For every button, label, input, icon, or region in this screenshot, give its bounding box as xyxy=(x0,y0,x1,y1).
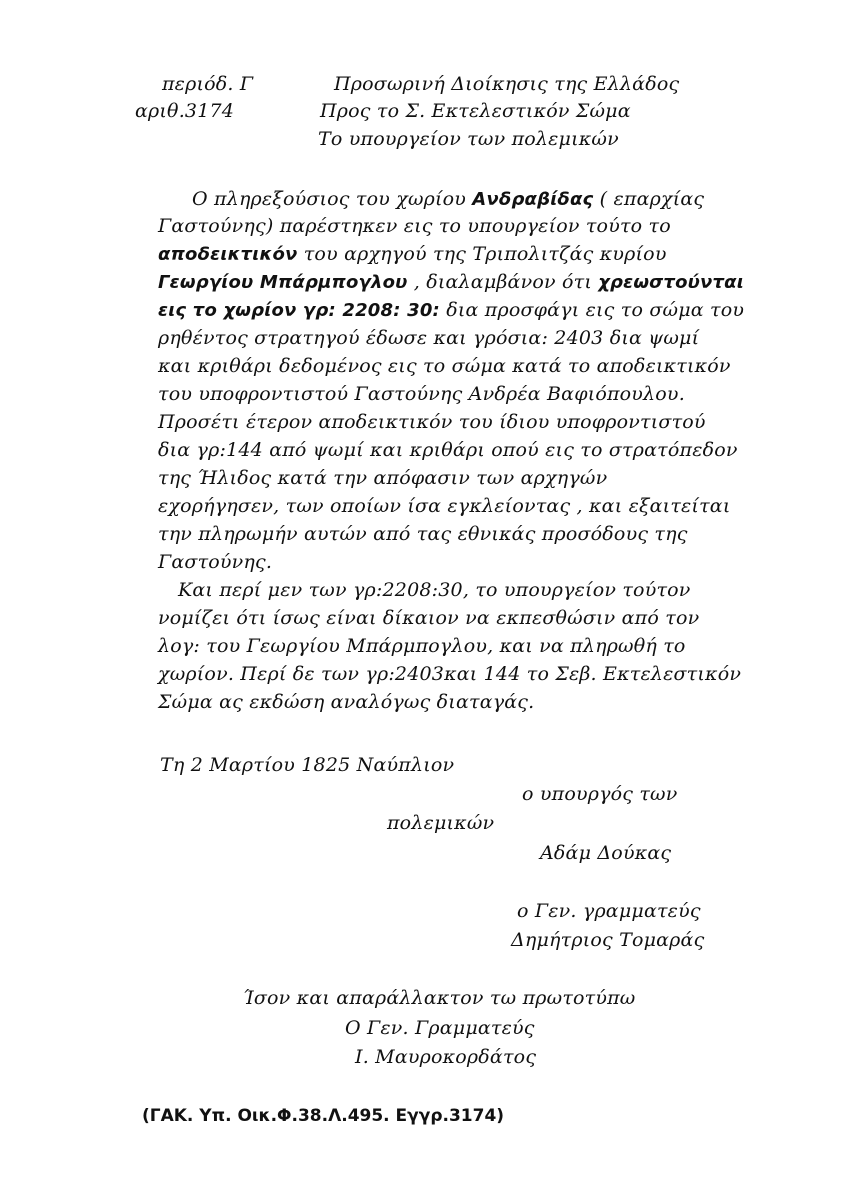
number-label: αριθ.3174 xyxy=(135,100,235,122)
body-line-14: Γαστούνης. xyxy=(158,551,273,573)
copy-secretary-name: Ι. Μαυροκορδάτος xyxy=(355,1046,537,1068)
body-text: δια προσφάγι εις το σώμα του xyxy=(439,299,745,321)
secretary-name: Δημήτριος Τομαράς xyxy=(511,929,705,951)
body-line-19: Σώμα ας εκδώση αναλόγως διαταγάς. xyxy=(158,691,535,713)
body-line-9: Προσέτι έτερον αποδεικτικόν του ίδιου υποφροντιστού xyxy=(158,411,706,433)
body-line-7: και κριθάρι δεδομένος εις το σώμα κατά το αποδεικτικόν xyxy=(158,355,731,377)
header-ministry: Το υπουργείον των πολεμικών xyxy=(318,128,619,150)
body-line-3 xyxy=(158,241,667,268)
certificate-term: αποδεικτικόν xyxy=(158,244,298,265)
body-line-6: ρηθέντος στρατηγού έδωσε και γρόσια: 2403 δια ψωμί xyxy=(158,327,700,349)
minister-name: Αδάμ Δούκας xyxy=(540,842,672,864)
body-line-8: του υποφροντιστού Γαστούνης Ανδρέα Βαφιόπουλου. xyxy=(158,383,685,405)
copy-secretary-title: Ο Γεν. Γραμματεύς xyxy=(345,1017,535,1039)
period-label: περιόδ. Γ xyxy=(162,73,254,95)
header-government: Προσωρινή Διοίκησις της Ελλάδος xyxy=(334,73,680,95)
body-line-4 xyxy=(158,269,744,296)
person-name: Γεωργίου Μπάρμπογλου xyxy=(158,272,408,293)
owed-term: χρεωστούνται xyxy=(598,272,744,293)
secretary-title: ο Γεν. γραμματεύς xyxy=(517,900,701,922)
body-line-11: της Ήλιδος κατά την απόφασιν των αρχηγών xyxy=(158,467,608,489)
body-text: του αρχηγού της Τριπολιτζάς κυρίου xyxy=(297,243,667,265)
owed-amount: εις το χωρίον γρ: 2208: 30: xyxy=(158,300,440,321)
village-name: Ανδραβίδας xyxy=(472,189,594,210)
body-line-1 xyxy=(192,186,704,213)
copy-certification: Ίσον και απαράλλακτον τω πρωτοτύπω xyxy=(243,987,636,1009)
minister-title-cont: πολεμικών xyxy=(387,812,495,834)
body-text: Ο πληρεξούσιος του χωρίου xyxy=(192,188,473,210)
header-recipient: Προς το Σ. Εκτελεστικόν Σώμα xyxy=(320,100,631,122)
body-line-12: εχορήγησεν, των οποίων ίσα εγκλείοντας , και εξαιτείται xyxy=(158,495,731,517)
date-place: Τη 2 Μαρτίου 1825 Ναύπλιον xyxy=(160,754,455,776)
body-line-5 xyxy=(158,297,744,324)
body-line-15: Και περί μεν των γρ:2208:30, το υπουργείον τούτον xyxy=(178,579,691,601)
archive-reference: (ΓΑΚ. Υπ. Οικ.Φ.38.Λ.495. Εγγρ.3174) xyxy=(142,1106,505,1126)
body-line-2: Γαστούνης) παρέστηκεν εις το υπουργείον τούτο το xyxy=(158,215,671,237)
body-line-18: χωρίον. Περί δε των γρ:2403και 144 το Σεβ. Εκτελεστικόν xyxy=(158,663,742,685)
body-line-17: λογ: του Γεωργίου Μπάρμπογλου, και να πληρωθή το xyxy=(158,635,686,657)
body-line-13: την πληρωμήν αυτών από τας εθνικάς προσόδους της xyxy=(158,523,688,545)
body-line-10: δια γρ:144 από ψωμί και κριθάρι οπού εις το στρατόπεδον xyxy=(158,439,738,461)
minister-title: ο υπουργός των xyxy=(522,783,678,805)
body-text: ( επαρχίας xyxy=(593,188,705,210)
body-line-16: νομίζει ότι ίσως είναι δίκαιον να εκπεσθώσιν από τον xyxy=(158,607,700,629)
body-text: , διαλαμβάνον ότι xyxy=(407,271,599,293)
